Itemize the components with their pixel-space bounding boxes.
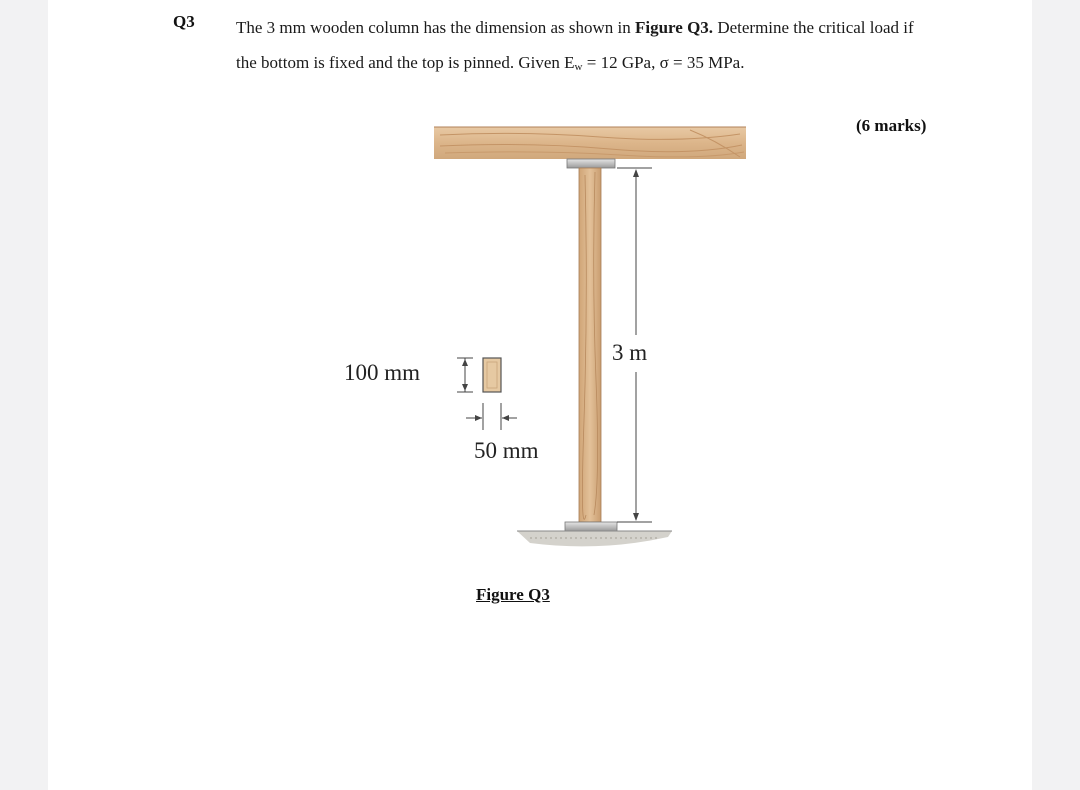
width-label: 50 mm	[474, 438, 539, 463]
question-number: Q3	[173, 12, 195, 31]
wooden-column	[579, 168, 601, 522]
bottom-fixed-plate	[565, 522, 617, 531]
ground-support	[517, 531, 672, 546]
length-dimension	[612, 168, 652, 522]
marks-label: (6 marks)	[856, 116, 927, 135]
cross-section	[344, 358, 539, 463]
modulus-subscript: w	[574, 61, 583, 73]
figure-reference: Figure Q3.	[634, 18, 714, 37]
question-text-part-3: = 12 GPa, σ = 35 MPa.	[582, 53, 745, 72]
question-text-part-1: The 3 mm wooden column has the dimension as shown in	[236, 18, 635, 37]
question-text-part-2: Determine the critical load if the bottom is fixed and the top is pinned. Given E	[236, 18, 914, 72]
figure-caption: Figure Q3	[476, 585, 550, 604]
section-rectangle	[483, 358, 501, 392]
top-pin-plate	[567, 159, 615, 168]
height-label: 100 mm	[344, 360, 421, 385]
top-beam	[434, 127, 746, 159]
length-label: 3 m	[612, 340, 648, 365]
